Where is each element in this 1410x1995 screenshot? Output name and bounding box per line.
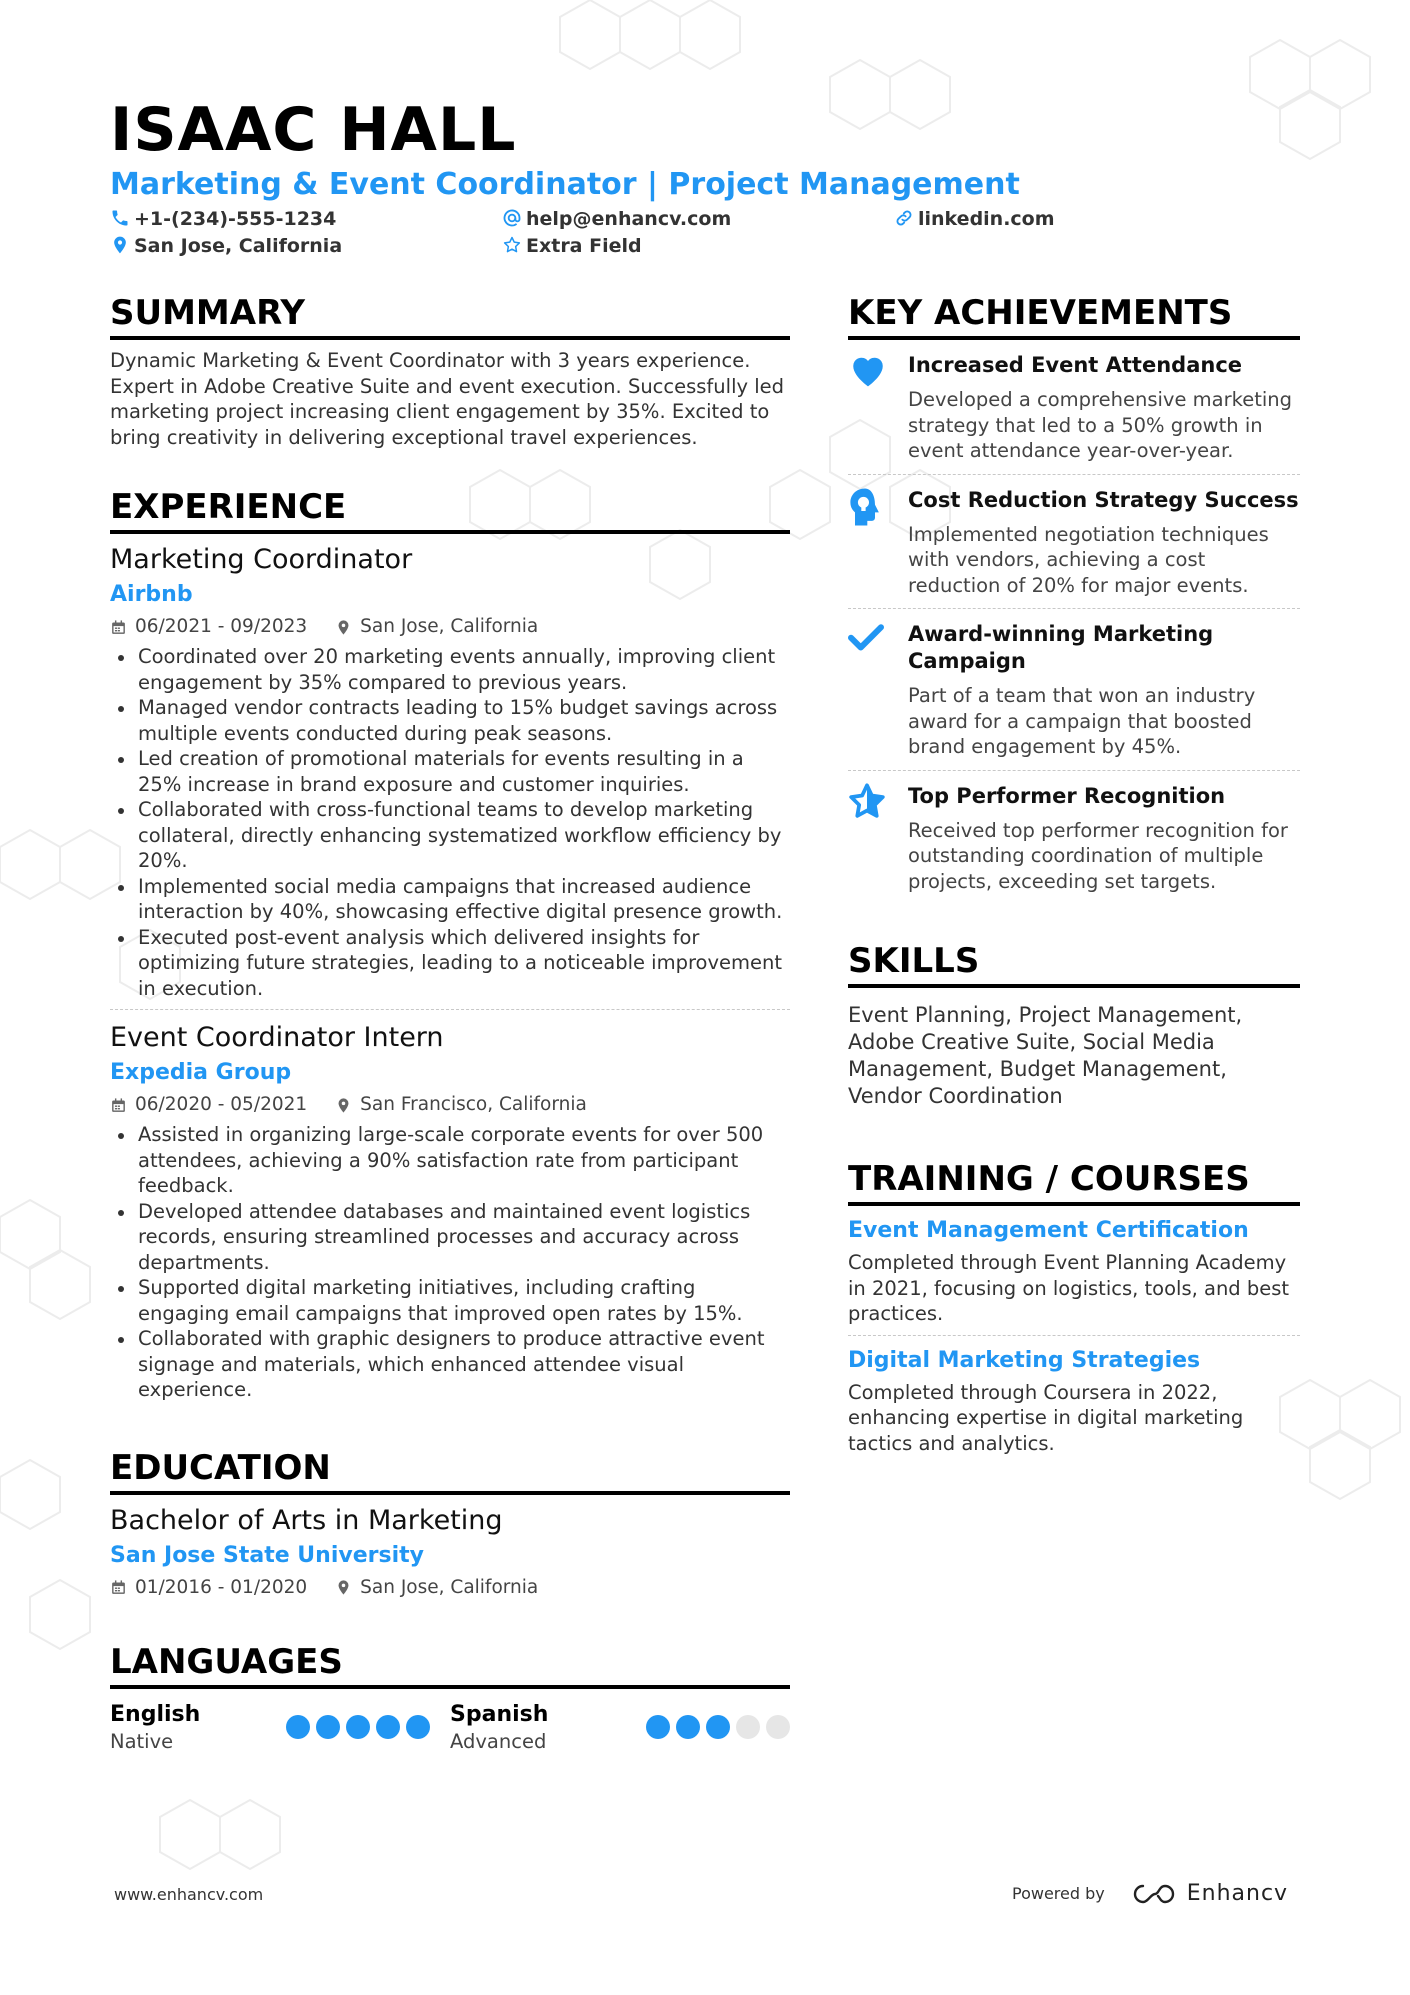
job-bullets <box>110 644 790 1001</box>
school: San Jose State University <box>110 1542 424 1568</box>
job-dates: 06/2020 - 05/2021 <box>135 1094 308 1115</box>
job-meta <box>110 1092 790 1118</box>
achievements-section <box>848 292 1300 904</box>
email-text: help@enhancv.com <box>526 208 732 230</box>
infinity-logo-icon <box>1131 1882 1179 1906</box>
job-dates: 06/2021 - 09/2023 <box>135 616 308 637</box>
rating-dot-filled <box>646 1715 670 1739</box>
right-column <box>848 292 1300 1456</box>
achievement-item <box>848 771 1300 905</box>
at-icon <box>502 208 522 228</box>
language-name: Spanish <box>450 1701 549 1727</box>
rating-dot-empty <box>736 1715 760 1739</box>
bullet-item: Implemented social media campaigns that increased audience interaction by 40%, showcasing effective digital presence growth. <box>110 874 790 925</box>
rating-dot-filled <box>376 1715 400 1739</box>
languages-heading: LANGUAGES <box>110 1641 790 1689</box>
star-outline-icon <box>502 235 522 255</box>
achievement-text: Part of a team that won an industry award for a campaign that boosted brand engagement by 45%. <box>908 684 1256 758</box>
location-pin-icon <box>335 1097 352 1114</box>
bullet-item: Assisted in organizing large-scale corporate events for over 500 attendees, achieving a 90% satisfaction rate from participant feedback. <box>110 1122 790 1199</box>
summary-section <box>110 292 790 450</box>
summary-heading: SUMMARY <box>110 292 790 340</box>
language-level: Advanced <box>450 1729 547 1753</box>
course-description: Completed through Coursera in 2022, enhancing expertise in digital marketing tactics and analytics. <box>848 1380 1244 1455</box>
summary-text: Dynamic Marketing & Event Coordinator with 3 years experience. Expert in Adobe Creative Suite and event execution. Successfully led marketing project increasing client engagement by 35%. Excited to bring creativity in delivering exceptional travel experiences. <box>110 349 785 449</box>
languages-list <box>110 1701 790 1755</box>
course-title: Event Management Certification <box>848 1218 1249 1243</box>
bullet-item: Collaborated with graphic designers to produce attractive event signage and materials, which enhanced attendee visual experience. <box>110 1326 790 1403</box>
training-section <box>848 1158 1300 1456</box>
rating-dot-empty <box>766 1715 790 1739</box>
contact-location <box>110 233 342 259</box>
achievement-title: Award-winning Marketing Campaign <box>908 622 1214 673</box>
location-text: San Jose, California <box>134 235 343 257</box>
contact-phone <box>110 206 336 232</box>
candidate-title: Marketing & Event Coordinator | Project Management <box>110 167 1020 202</box>
rating-dot-filled <box>706 1715 730 1739</box>
divider <box>848 1335 1300 1336</box>
phone-text: +1-(234)-555-1234 <box>134 208 337 230</box>
achievement-item <box>848 609 1300 770</box>
bullet-item: Managed vendor contracts leading to 15% budget savings across multiple events conducted during peak seasons. <box>110 695 790 746</box>
bullet-item: Led creation of promotional materials for events resulting in a 25% increase in brand exposure and customer inquiries. <box>110 746 790 797</box>
job-company: Airbnb <box>110 582 193 607</box>
calendar-icon <box>110 1097 127 1114</box>
education-heading: EDUCATION <box>110 1447 790 1495</box>
achievement-text: Developed a comprehensive marketing strategy that led to a 50% growth in event attendance year-over-year. <box>908 388 1292 462</box>
achievement-text: Implemented negotiation techniques with vendors, achieving a cost reduction of 20% for major events. <box>908 522 1269 597</box>
languages-section <box>110 1641 790 1755</box>
bullet-item: Supported digital marketing initiatives, including crafting engaging email campaigns that improved open rates by 15%. <box>110 1275 790 1326</box>
bullet-item: Developed attendee databases and maintained event logistics records, ensuring streamlined processes and accuracy across departments. <box>110 1199 790 1276</box>
heart-icon <box>848 352 888 388</box>
phone-icon <box>110 208 130 228</box>
achievement-item <box>848 340 1300 474</box>
degree: Bachelor of Arts in Marketing <box>110 1504 503 1536</box>
linkedin-text: linkedin.com <box>918 208 1055 230</box>
job-location: San Francisco, California <box>360 1094 587 1115</box>
location-pin-icon <box>335 1579 352 1596</box>
rating-dot-filled <box>346 1715 370 1739</box>
language-level: Native <box>110 1729 174 1753</box>
language-rating <box>646 1715 790 1739</box>
achievement-title: Top Performer Recognition <box>908 783 1226 808</box>
job-bullets <box>110 1122 790 1403</box>
rating-dot-filled <box>286 1715 310 1739</box>
candidate-name: ISAAC HALL <box>110 95 517 165</box>
experience-heading: EXPERIENCE <box>110 486 790 534</box>
course-description: Completed through Event Planning Academy in 2021, focusing on logistics, tools, and best practices. <box>848 1251 1290 1325</box>
location-pin-icon <box>335 619 352 636</box>
job-location: San Jose, California <box>360 616 539 637</box>
bullet-item: Executed post-event analysis which delivered insights for optimizing future strategies, leading to a noticeable improvement in execution. <box>110 925 790 1002</box>
star-icon <box>848 783 886 819</box>
divider <box>110 1009 790 1010</box>
link-icon <box>894 208 914 228</box>
calendar-icon <box>110 619 127 636</box>
rating-dot-filled <box>406 1715 430 1739</box>
experience-item <box>110 1020 790 1403</box>
education-dates: 01/2016 - 01/2020 <box>135 1576 308 1598</box>
location-pin-icon <box>110 235 130 255</box>
contact-email[interactable] <box>502 206 731 232</box>
left-column <box>110 292 790 1755</box>
language-rating <box>286 1715 430 1739</box>
powered-by <box>1012 1881 1288 1906</box>
language-item <box>450 1701 790 1755</box>
job-role: Marketing Coordinator <box>110 544 413 575</box>
contact-extra <box>502 233 642 259</box>
skills-section <box>848 940 1300 1110</box>
course-title: Digital Marketing Strategies <box>848 1347 1201 1373</box>
skills-text: Event Planning, Project Management, Adobe Creative Suite, Social Media Management, Budget Management, Vendor Coordination <box>848 1003 1243 1108</box>
rating-dot-filled <box>676 1715 700 1739</box>
experience-item <box>110 542 790 1010</box>
achievement-title: Cost Reduction Strategy Success <box>908 487 1299 512</box>
experience-section <box>110 486 790 1403</box>
achievements-heading: KEY ACHIEVEMENTS <box>848 292 1300 340</box>
language-item <box>110 1701 450 1755</box>
skills-heading: SKILLS <box>848 940 1300 988</box>
bullet-item: Collaborated with cross-functional teams to develop marketing collateral, directly enhancing systematized workflow efficiency by 20%. <box>110 797 790 874</box>
bullet-item: Coordinated over 20 marketing events annually, improving client engagement by 35% compared to previous years. <box>110 644 790 695</box>
extra-text: Extra Field <box>526 235 642 257</box>
training-heading: TRAINING / COURSES <box>848 1158 1300 1206</box>
education-section <box>110 1447 790 1601</box>
enhancv-logo <box>1131 1881 1288 1906</box>
job-role: Event Coordinator Intern <box>110 1022 444 1053</box>
contact-linkedin[interactable] <box>894 206 1055 232</box>
achievement-item <box>848 475 1300 609</box>
achievement-text: Received top performer recognition for outstanding coordination of multiple projects, exceeding set targets. <box>908 818 1288 893</box>
footer-url[interactable]: www.enhancv.com <box>114 1885 264 1904</box>
education-location: San Jose, California <box>360 1576 539 1598</box>
powered-by-text: Powered by <box>1012 1884 1105 1903</box>
head-idea-icon <box>848 487 882 527</box>
rating-dot-filled <box>316 1715 340 1739</box>
job-meta <box>110 614 790 640</box>
brand-name: Enhancv <box>1186 1881 1289 1906</box>
checkmark-icon <box>848 621 884 653</box>
job-company: Expedia Group <box>110 1060 292 1085</box>
calendar-icon <box>110 1579 127 1596</box>
achievement-title: Increased Event Attendance <box>908 353 1243 377</box>
education-meta <box>110 1575 790 1601</box>
language-name: English <box>110 1701 201 1727</box>
